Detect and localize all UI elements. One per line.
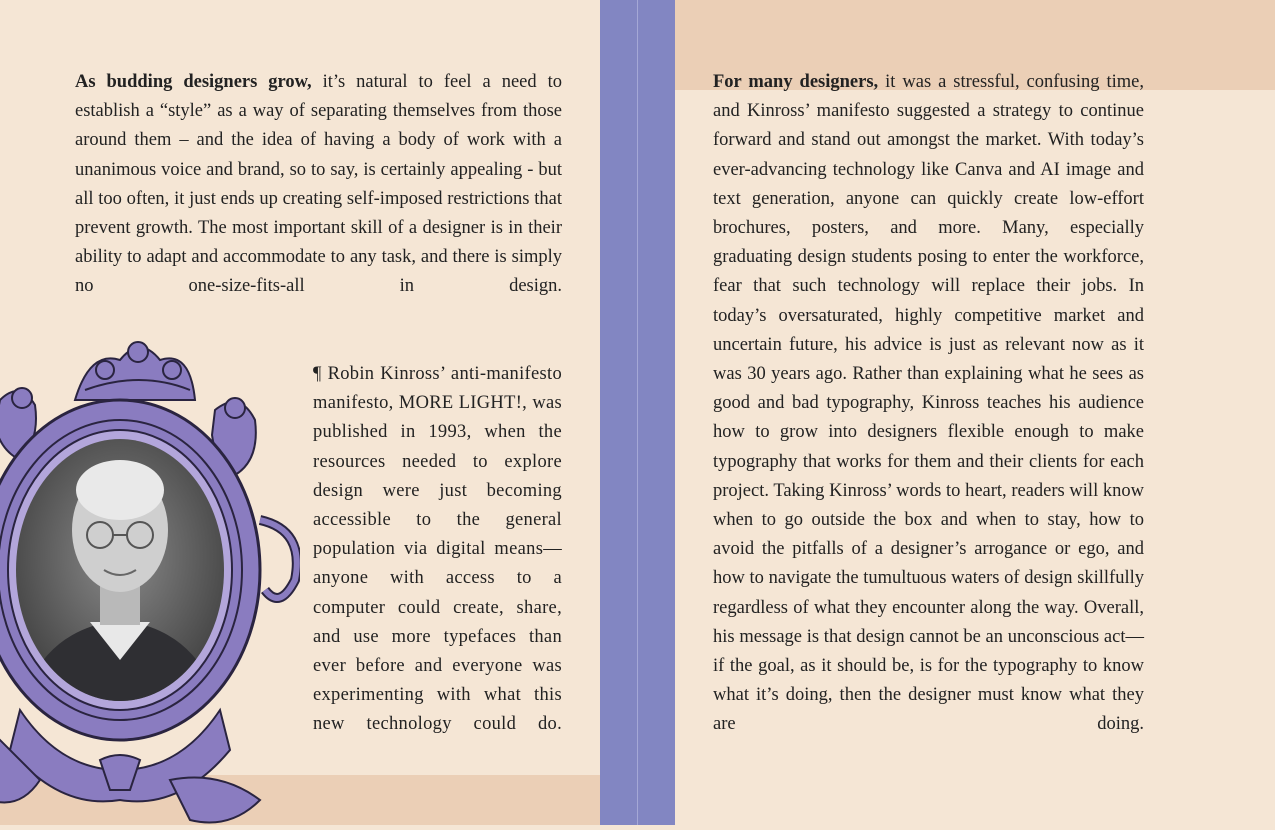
spine-fold-line — [637, 0, 638, 825]
intro-lead: As budding designers grow, — [75, 72, 312, 92]
intro-body: it’s natural to feel a need to establish a “style” as a way of separating themselves from those around them – and the idea of having a body of work with a unanimous voice and brand, so to say, is certainly appealing - but all too often, it just ends up creating self-imposed restrictions that prevent growth. The most important skill of a designer is in their ability to adapt and accommodate to any task, and there is simply no one-size-fits-all in design. — [75, 72, 562, 297]
right-page-body: it was a stressful, confusing time, and Kinross’ manifesto suggested a strategy to continue forward and stand out amongst the market. With today’s ever-advancing technology like Canva and AI image and text generation, anyone can quickly create low-effort brochures, posters, and more. Many, especially graduating design students posing to enter the workforce, fear that such technology will replace their jobs. In today’s oversaturated, highly competitive market and uncertain future, his advice is just as relevant now as it was 30 years ago. Rather than explaining what he sees as good and bad typography, Kinross teaches his audience how to grow into designers flexible enough to make typography that works for them and their clients for each project. Taking Kinross’ words to heart, readers will know when to go outside the box and when to stay, how to avoid the pitfalls of a designer’s arrogance or ego, and how to navigate the tumultuous waters of design skillfully regardless of what they encounter along the way. Overall, his message is that design cannot be an unconscious act—if the goal, as it should be, is for the typography to know what it’s doing, then the designer must know what they are doing. — [713, 72, 1144, 735]
right-page-lead: For many designers, — [713, 72, 879, 92]
right-page-paragraph — [713, 68, 1144, 740]
frame-crown-ornament — [75, 342, 195, 400]
ornate-portrait-frame — [0, 330, 300, 830]
portrait-paragraph: ¶ Robin Kinross’ anti-manifesto manifesto, MORE LIGHT!, was published in 1993, when the resources needed to explore design were just becoming accessible to the general population via digital means—anyone with access to a computer could create, share, and use more typefaces than ever before and everyone was experimenting with what this new technology could do. — [313, 364, 562, 735]
intro-paragraph — [75, 68, 562, 302]
